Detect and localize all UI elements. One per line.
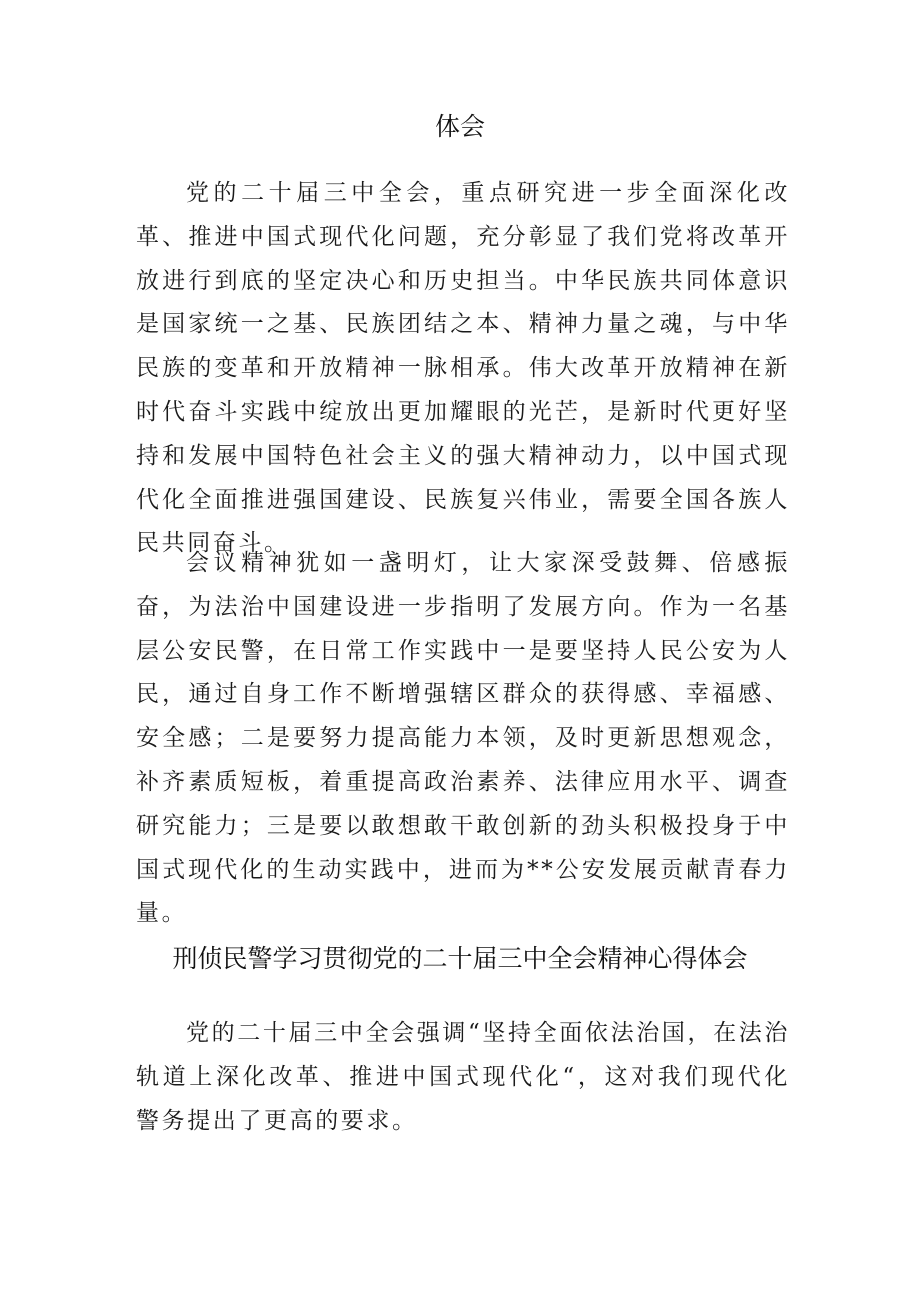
paragraph-2: 会议精神犹如一盏明灯，让大家深受鼓舞、倍感振奋，为法治中国建设进一步指明了发展方向。作为一名基层公安民警，在日常工作实践中一是要坚持人民公安为人民，通过自身工作不断增强辖区群众的获得感、幸福感、安全感；二是要努力提高能力本领，及时更新思想观念，补齐素质短板，着重提高政治素养、法律应用水平、调查研究能力；三是要以敢想敢干敢创新的劲头积极投身于中国式现代化的生动实践中，进而为**公安发展贡献青春力量。 — [136, 550, 790, 927]
section-title-2: 刑侦民警学习贯彻党的二十届三中全会精神心得体会 — [172, 944, 748, 973]
section-title-1: 体会 — [434, 112, 485, 141]
paragraph-3: 党的二十届三中全会强调“坚持全面依法治国，在法治轨道上深化改革、推进中国式现代化“，这对我们现代化警务提出了更高的要求。 — [136, 1020, 790, 1134]
paragraph-1: 党的二十届三中全会，重点研究进一步全面深化改革、推进中国式现代化问题，充分彰显了我们党将改革开放进行到底的坚定决心和历史担当。中华民族共同体意识是国家统一之基、民族团结之本、精神力量之魂，与中华民族的变革和开放精神一脉相承。伟大改革开放精神在新时代奋斗实践中绽放出更加耀眼的光芒，是新时代更好坚持和发展中国特色社会主义的强大精神动力，以中国式现代化全面推进强国建设、民族复兴伟业，需要全国各族人民共同奋斗。 — [136, 180, 790, 557]
